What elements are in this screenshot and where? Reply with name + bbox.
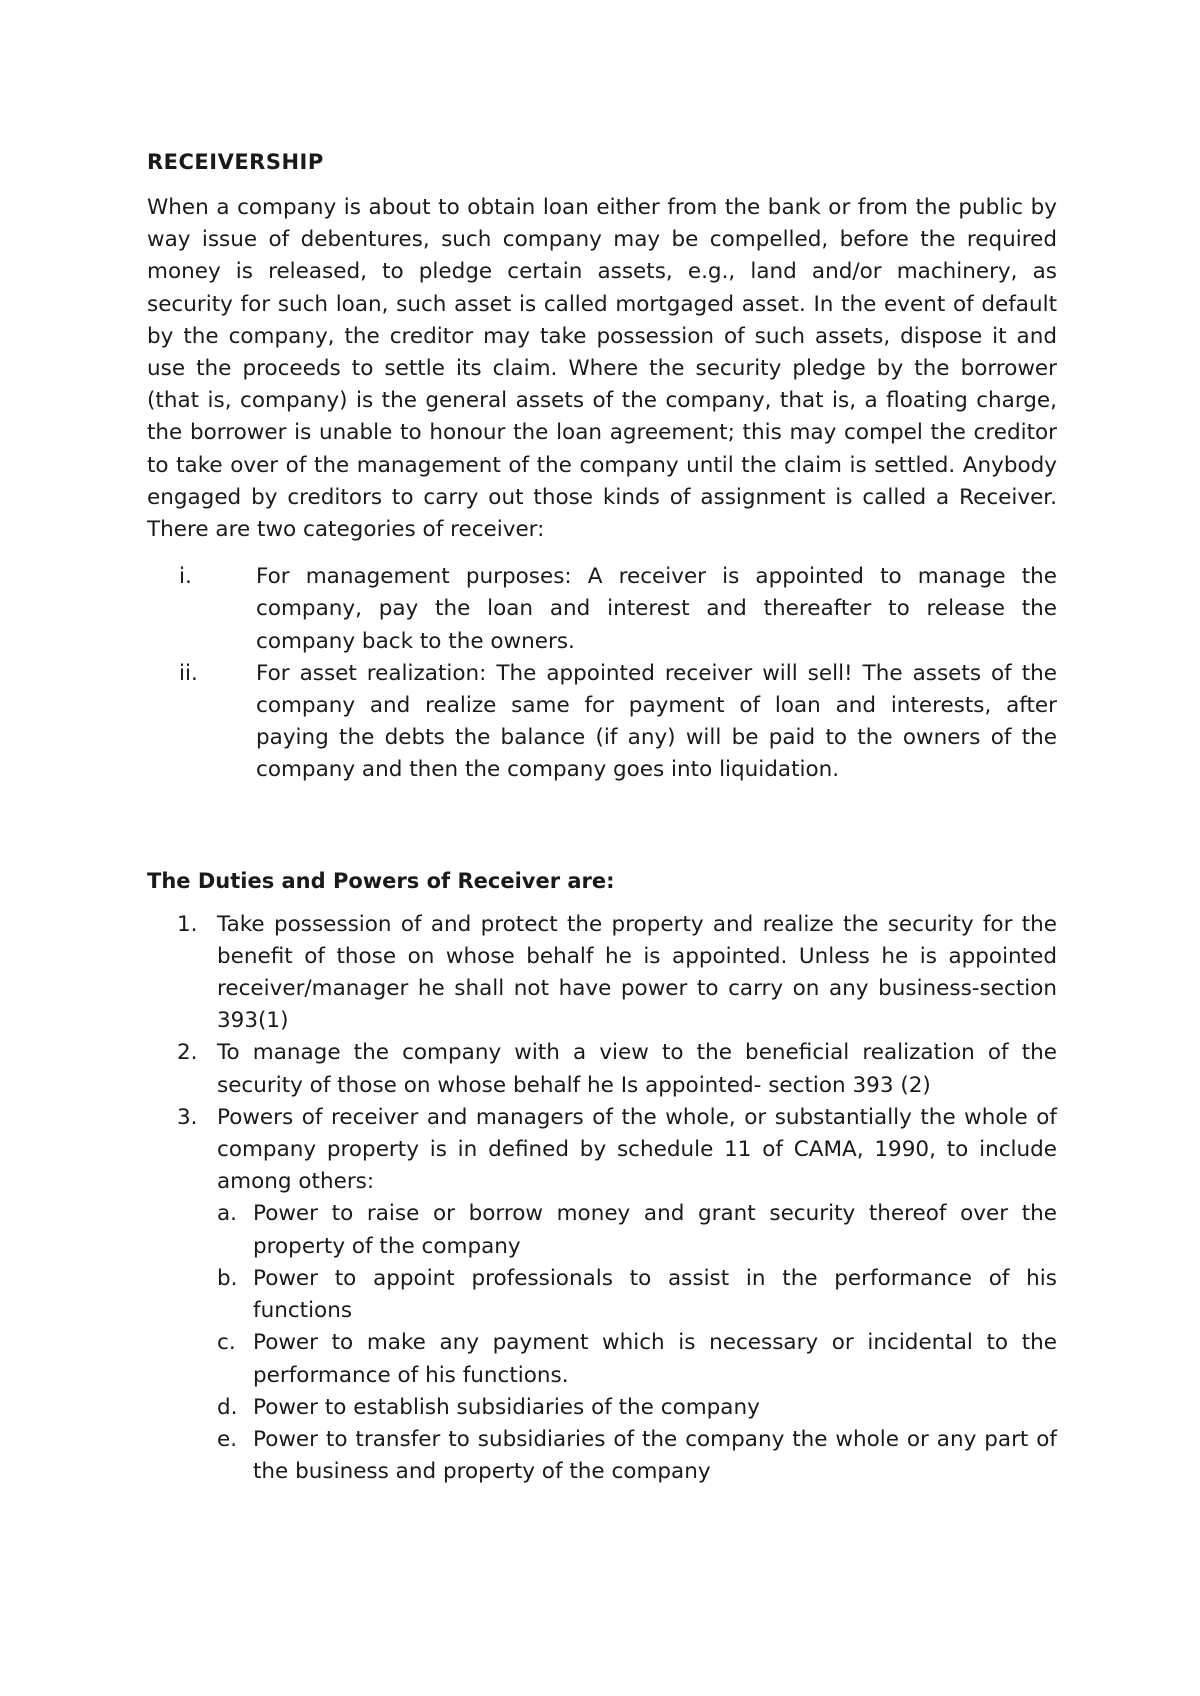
list-marker: 1. [177,911,198,937]
list-marker: ii. [179,660,198,686]
list-marker: 2. [177,1040,198,1066]
sublist-marker: b. [217,1265,238,1291]
receiver-categories-list [147,561,1057,786]
sublist-item [217,1263,1057,1327]
list-item-text: To manage the company with a view to the beneficial realization of the security of those on whose behalf he Is appointed- section 393 (2) [217,1040,1057,1098]
page-title: RECEIVERSHIP [147,150,324,174]
list-item-text: Take possession of and protect the property and realize the security for the benefit of those on whose behalf he is appointed. Unless he is appointed receiver/manager he shall not have power to carry on any business-section 393(1) [217,911,1057,1034]
sublist-marker: c. [217,1330,236,1356]
sublist-marker: e. [217,1426,238,1452]
sublist-marker: d. [217,1394,238,1420]
sublist-item-text: Power to make any payment which is necessary or incidental to the performance of his functions. [253,1330,1057,1388]
list-item [147,909,1057,1038]
list-item-text: Powers of receiver and managers of the whole, or substantially the whole of company property is in defined by schedule 11 of CAMA, 1990, to include among others: [217,1104,1057,1195]
duties-heading: The Duties and Powers of Receiver are: [147,868,615,893]
document-body [147,150,1057,1488]
list-item [147,1037,1057,1101]
intro-paragraph: When a company is about to obtain loan either from the bank or from the public by way issue of debentures, such company may be compelled, before the required money is released, to pledge certain assets, e.g., land and/or machinery, as security for such loan, such asset is called mortgaged asset. In the event of default by the company, the creditor may take possession of such assets, dispose it and use the proceeds to settle its claim. Where the security pledge by the borrower (that is, company) is the general assets of the company, that is, a floating charge, the borrower is unable to honour the loan agreement; this may compel the creditor to take over of the management of the company until the claim is settled. Anybody engaged by creditors to carry out those kinds of assignment is called a Receiver. There are two categories of receiver: [147,195,1057,543]
sublist-item [217,1424,1057,1488]
powers-sublist [217,1198,1057,1488]
list-item-text: For management purposes: A receiver is appointed to manage the company, pay the loan and interest and thereafter to release the company back to the owners. [256,564,1057,654]
sublist-item [217,1198,1057,1262]
list-marker: 3. [177,1104,198,1130]
list-item [147,658,1057,787]
list-item-body [217,1102,1057,1488]
sublist-marker: a. [217,1201,238,1227]
sublist-item-text: Power to appoint professionals to assist in the performance of his functions [253,1265,1057,1324]
sublist-item [217,1392,1057,1424]
sublist-item [217,1327,1057,1391]
list-marker: i. [179,564,192,590]
sublist-item-text: Power to establish subsidiaries of the company [253,1394,760,1420]
list-item-text: For asset realization: The appointed receiver will sell! The assets of the company and realize same for payment of loan and interests, after paying the debts the balance (if any) will be paid to the owners of the company and then the company goes into liquidation. [256,660,1057,783]
list-item [147,1102,1057,1488]
sublist-item-text: Power to transfer to subsidiaries of the company the whole or any part of the business and property of the company [253,1426,1057,1485]
duties-list [147,909,1057,1489]
sublist-item-text: Power to raise or borrow money and grant security thereof over the property of the company [253,1201,1057,1259]
list-item [147,561,1057,658]
